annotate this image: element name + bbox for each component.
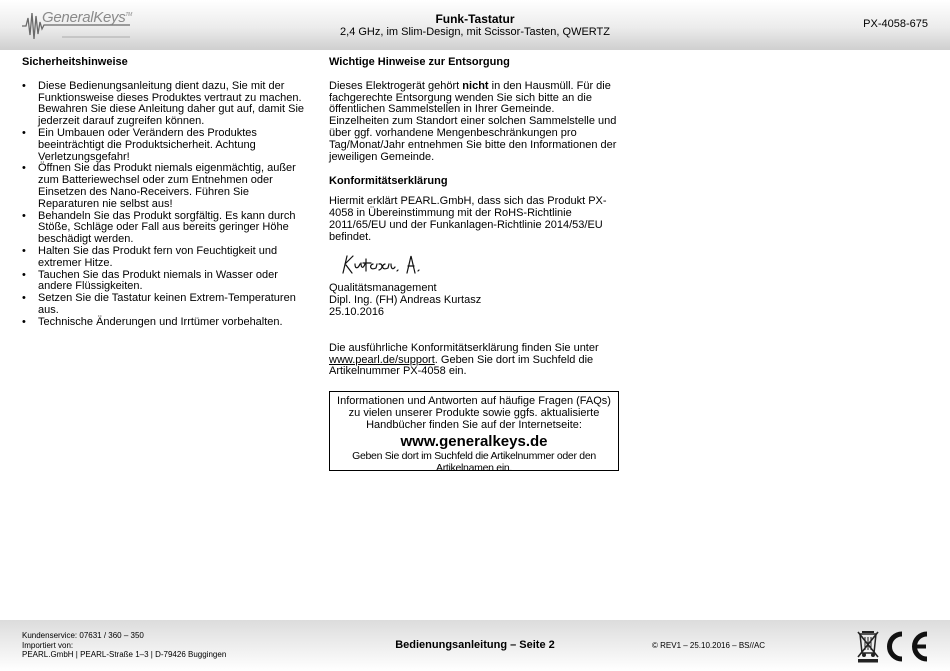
footer-revision: © REV1 – 25.10.2016 – BS//AC: [652, 641, 766, 650]
weee-bin-icon: [857, 629, 879, 663]
signer-department: Qualitätsmanagement: [329, 282, 437, 295]
safety-heading: Sicherheitshinweise: [22, 56, 128, 68]
list-item: • Technische Änderungen und Irrtümer vorbehalten.: [22, 315, 283, 328]
conformity-details-paragraph: Die ausführliche Konformitätserklärung finden Sie unter www.pearl.de/support. Geben Sie dort im Suchfeld die Artikelnummer PX-4058 ein.: [329, 341, 599, 378]
bullet-glyph: •: [22, 209, 26, 222]
faq-info-box: [329, 391, 619, 474]
page-footer: [0, 620, 950, 671]
support-link[interactable]: www.pearl.de/support: [329, 353, 435, 366]
list-item: • Tauchen Sie das Produkt niemals in Wasser oder andere Flüssigkeiten.: [22, 268, 278, 293]
page-header: [0, 0, 950, 50]
importer-address: PEARL.GmbH | PEARL-Straße 1–3 | D-79426 Buggingen: [22, 650, 227, 660]
disposal-details-paragraph: Einzelheiten zum Standort einer solchen Sammelstelle und über ggf. vorhandene Mengenbeschränkungen pro Tag/Monat/Jahr entnehmen Sie bitte den Informationen der jeweiligen Gemeinde.: [329, 115, 617, 163]
bullet-glyph: •: [22, 126, 26, 139]
footer-page-label: Bedienungsanleitung – Seite 2: [395, 639, 555, 651]
conformity-heading: Konformitätserklärung: [329, 175, 448, 188]
logo-wordmark: GeneralKeys™: [42, 9, 133, 26]
generalkeys-website-link[interactable]: www.generalkeys.de: [400, 433, 548, 451]
list-item: • Setzen Sie die Tastatur keinen Extrem-Temperaturen aus.: [22, 292, 296, 316]
list-item: • Halten Sie das Produkt fern von Feuchtigkeit und extremer Hitze.: [22, 244, 278, 269]
bullet-glyph: •: [22, 315, 26, 328]
customer-service-line: Kundenservice: 07631 / 360 – 350: [22, 631, 144, 640]
page-subtitle: 2,4 GHz, im Slim-Design, mit Scissor-Tasten, QWERTZ: [340, 26, 610, 38]
list-item: • Behandeln Sie das Produkt sorgfältig. Es kann durch Stöße, Schläge oder Fall aus bereits geringer Höhe beschädigt werden.: [22, 209, 296, 246]
bullet-glyph: •: [22, 79, 26, 92]
bullet-glyph: •: [22, 292, 26, 305]
bullet-glyph: •: [22, 162, 26, 175]
bullet-glyph: •: [22, 244, 26, 257]
imported-by-label: Importiert von:: [22, 640, 74, 650]
disposal-paragraph: Dieses Elektrogerät gehört nicht in den Hausmüll. Für die fachgerechte Entsorgung wenden Sie sich bitte an die öffentlichen Sammelstellen in Ihrer Gemeinde.: [329, 79, 611, 116]
page-title: Funk-Tastatur: [435, 12, 515, 26]
signer-date: 25.10.2016: [329, 305, 385, 318]
safety-list: [22, 81, 312, 329]
product-code: PX-4058-675: [863, 18, 928, 30]
ce-mark-icon: [880, 630, 930, 663]
disposal-conformity-section: [329, 57, 625, 378]
safety-section: [22, 57, 312, 329]
signature-image: [341, 253, 421, 275]
list-item: • Diese Bedienungsanleitung dient dazu, Sie mit der Funktionsweise dieses Produktes vertraut zu machen. Bewahren Sie diese Anleitung daher gut auf, damit Sie jederzeit darauf zugreifen können.: [22, 79, 305, 128]
disposal-heading: Wichtige Hinweise zur Entsorgung: [329, 56, 510, 68]
list-item: • Öffnen Sie das Produkt niemals eigenmächtig, außer zum Batteriewechsel oder zum Entnehmen oder Einsetzen des Nano-Receivers. Führen Sie Reparaturen nie selbst aus!: [22, 162, 296, 210]
bullet-glyph: •: [22, 268, 26, 281]
info-box-instruction: Geben Sie dort im Suchfeld die Artikelnummer oder den Artikelnamen ein.: [352, 450, 596, 474]
list-item: • Ein Umbauen oder Verändern des Produktes beeinträchtigt die Produktsicherheit. Achtung Verletzungsgefahr!: [22, 126, 257, 163]
signer-name: Dipl. Ing. (FH) Andreas Kurtasz: [329, 294, 482, 307]
conformity-paragraph: Hiermit erklärt PEARL.GmbH, dass sich das Produkt PX-4058 in Übereinstimmung mit der RoHS-Richtlinie 2011/65/EU und der Funkanlagen-Richtlinie 2014/53/EU befindet.: [329, 195, 607, 243]
info-box-text: Informationen und Antworten auf häufige Fragen (FAQs) zu vielen unserer Produkte sowie ggfs. aktualisierte Handbücher finden Sie auf der Internetseite:: [337, 395, 611, 431]
